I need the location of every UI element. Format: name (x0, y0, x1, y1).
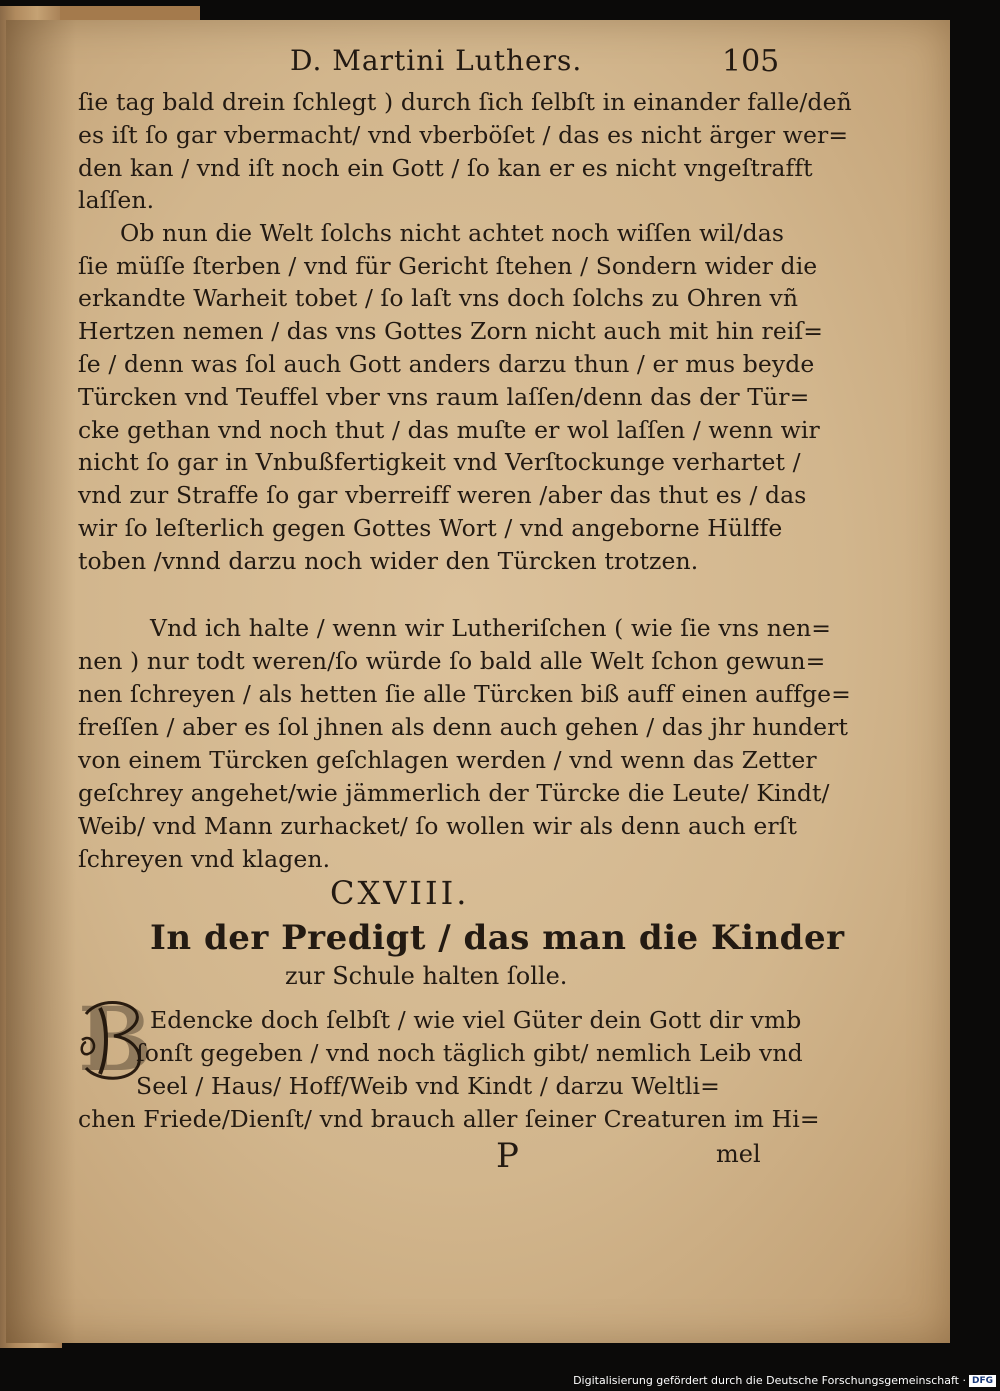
initial-letter: B (78, 987, 153, 1091)
credit-text: Digitalisierung gefördert durch die Deutsche Forschungsgemeinschaft · (573, 1374, 966, 1387)
text-line: Hertzen nemen / das vns Gottes Zorn nicht auch mit hin reiſ= (78, 317, 824, 345)
text-line: ſie müſſe ſterben / vnd für Gericht ſtehen / Sondern wider die (78, 252, 818, 280)
chapter-title: In der Predigt / das man die Kinder (150, 918, 845, 958)
catchword: mel (716, 1140, 761, 1168)
text-line: Türcken vnd Teuffel vber vns raum laſſen/denn das der Tür= (78, 383, 810, 411)
text-line: cke gethan vnd noch thut / das muſte er wol laſſen / wenn wir (78, 416, 820, 444)
text-line: wir ſo leſterlich gegen Gottes Wort / vnd angeborne Hülffe (78, 514, 783, 542)
text-line: freſſen / aber es ſol jhnen als denn auch gehen / das jhr hundert (78, 713, 849, 741)
digitization-credit (573, 1374, 996, 1387)
text-line: nicht ſo gar in Vnbußfertigkeit vnd Verſtockunge verhartet / (78, 448, 801, 476)
text-line: chen Friede/Dienſt/ vnd brauch aller ſeiner Creaturen im Hi= (78, 1105, 820, 1133)
background-margin (950, 20, 1000, 1343)
text-line: den kan / vnd iſt noch ein Gott / ſo kan er es nicht vngeſtrafft (78, 154, 813, 182)
page-number: 105 (722, 44, 780, 79)
text-line: Vnd ich halte / wenn wir Lutheriſchen ( wie ſie vns nen= (150, 614, 831, 642)
text-line: ſe / denn was ſol auch Gott anders darzu thun / er mus beyde (78, 350, 815, 378)
dfg-logo: DFG (969, 1375, 996, 1387)
text-line: von einem Türcken geſchlagen werden / vnd wenn das Zetter (78, 746, 817, 774)
text-line: nen ſchreyen / als hetten ſie alle Türcken biß auff einen auffge= (78, 680, 851, 708)
text-line: erkandte Warheit tobet / ſo laſt vns doch ſolchs zu Ohren vñ (78, 284, 799, 312)
text-line: es iſt ſo gar vbermacht/ vnd vberböſet / das es nicht ärger wer= (78, 121, 849, 149)
text-line: ſie tag bald drein ſchlegt ) durch ſich ſelbſt in einander falle/deñ (78, 88, 852, 116)
text-line: Edencke doch ſelbſt / wie viel Güter dein Gott dir vmb (150, 1006, 802, 1034)
text-line: nen ) nur todt weren/ſo würde ſo bald alle Welt ſchon gewun= (78, 647, 826, 675)
running-title: D. Martini Luthers. (290, 44, 583, 77)
text-line: Ob nun die Welt ſolchs nicht achtet noch wiſſen wil/das (120, 219, 785, 247)
text-line: Seel / Haus/ Hoff/Weib vnd Kindt / darzu Weltli= (136, 1072, 720, 1100)
text-line: vnd zur Straffe ſo gar vberreiff weren /aber das thut es / das (78, 481, 807, 509)
text-line: ſchreyen vnd klagen. (78, 845, 331, 873)
chapter-number: CXVIII. (330, 874, 470, 912)
text-line: ſonſt gegeben / vnd noch täglich gibt/ nemlich Leib vnd (136, 1039, 803, 1067)
text-line: geſchrey angehet/wie jämmerlich der Türcke die Leute/ Kindt/ (78, 779, 830, 807)
signature-mark: P (496, 1136, 519, 1176)
spine-shadow (6, 20, 76, 1343)
text-line: laſſen. (78, 186, 155, 214)
chapter-subtitle: zur Schule halten ſolle. (285, 962, 568, 990)
text-line: toben /vnnd darzu noch wider den Türcken trotzen. (78, 547, 699, 575)
text-line: Weib/ vnd Mann zurhacket/ ſo wollen wir als denn auch erſt (78, 812, 798, 840)
